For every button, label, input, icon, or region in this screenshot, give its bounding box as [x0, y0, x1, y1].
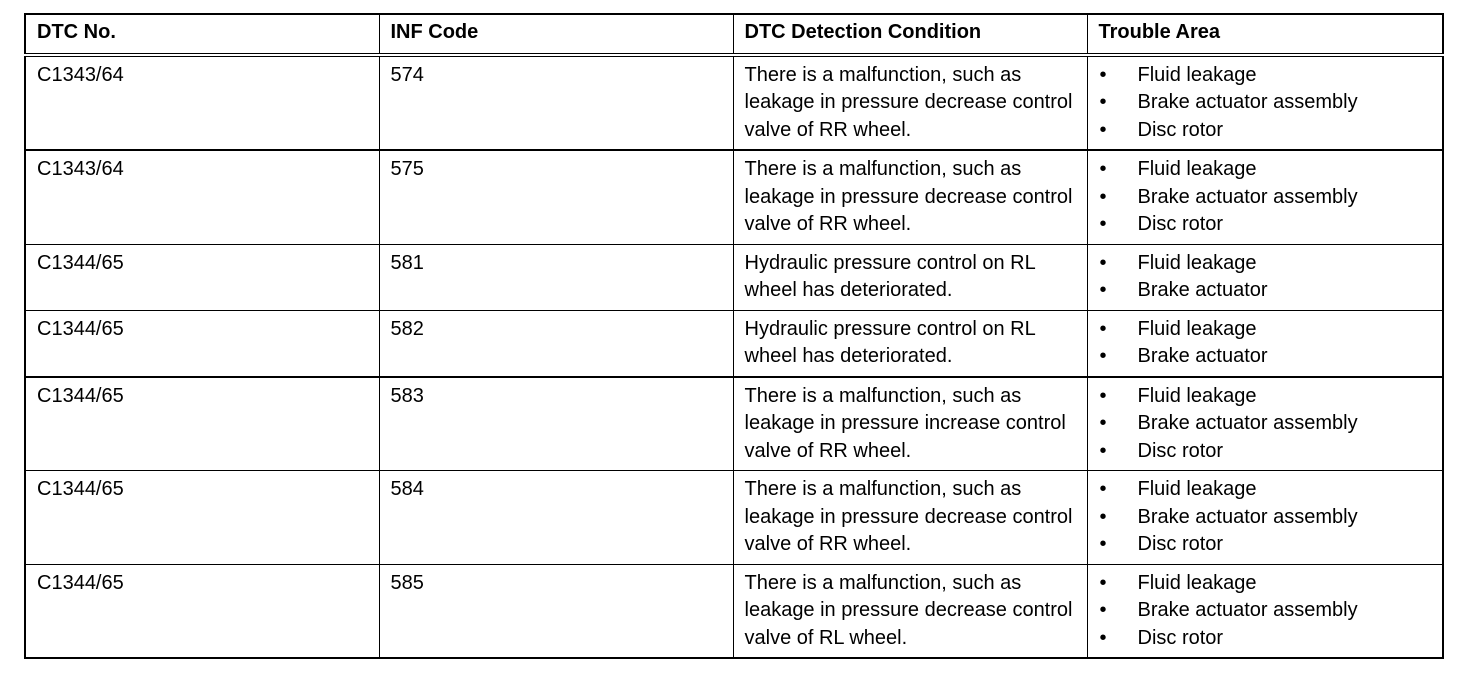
trouble-area-item: Disc rotor: [1137, 626, 1224, 649]
table-header: [25, 14, 1443, 55]
list-item: [1099, 156, 1433, 184]
inf-code-cell: [379, 244, 733, 310]
trouble-area-list: [1099, 383, 1433, 466]
dtc-number-cell: [25, 244, 379, 310]
trouble-area-list: [1099, 476, 1433, 559]
list-item: [1099, 277, 1433, 305]
inf-code: 584: [390, 478, 424, 500]
bullet-icon: •: [1099, 626, 1107, 649]
trouble-area-list: [1099, 250, 1433, 305]
detection-condition-cell: [733, 564, 1087, 658]
inf-code-cell: [379, 471, 733, 565]
table-row: [25, 471, 1443, 565]
trouble-area-item: Brake actuator assembly: [1137, 91, 1358, 113]
dtc-number-cell: [25, 471, 379, 565]
inf-code: 585: [390, 571, 424, 594]
dtc-number: C1344/65: [37, 384, 124, 407]
detection-condition: There is a malfunction, such as leakage in pressure decrease control valve of RL wheel.: [744, 571, 1073, 649]
bullet-icon: •: [1099, 599, 1107, 621]
table-row: [25, 310, 1443, 377]
detection-condition-cell: [733, 377, 1087, 471]
dtc-number: C1344/65: [37, 317, 124, 340]
trouble-area-item: Brake actuator: [1137, 345, 1268, 367]
bullet-icon: •: [1099, 213, 1107, 235]
trouble-area-item: Brake actuator: [1137, 279, 1268, 301]
bullet-icon: •: [1099, 478, 1107, 500]
trouble-area-item: Fluid leakage: [1137, 251, 1257, 274]
list-item: [1099, 531, 1433, 559]
list-item: [1099, 625, 1433, 653]
trouble-area-cell: [1087, 310, 1443, 377]
dtc-number-cell: [25, 310, 379, 377]
table-body: [25, 55, 1443, 659]
detection-condition-cell: [733, 244, 1087, 310]
trouble-area-cell: [1087, 471, 1443, 565]
inf-code: 575: [390, 158, 424, 180]
table-row: [25, 564, 1443, 658]
inf-code-cell: [379, 310, 733, 377]
bullet-icon: •: [1099, 251, 1107, 274]
detection-condition: There is a malfunction, such as leakage in pressure decrease control valve of RR wheel.: [744, 63, 1073, 141]
list-item: [1099, 211, 1433, 239]
list-item: [1099, 316, 1433, 344]
inf-code: 581: [390, 251, 424, 274]
bullet-icon: •: [1099, 63, 1107, 86]
inf-code: 582: [390, 317, 424, 340]
detection-condition: There is a malfunction, such as leakage in pressure decrease control valve of RR wheel.: [744, 158, 1073, 235]
trouble-area-item: Disc rotor: [1137, 118, 1224, 141]
trouble-area-item: Brake actuator assembly: [1137, 505, 1358, 528]
bullet-icon: •: [1099, 571, 1107, 594]
detection-condition: Hydraulic pressure control on RL wheel has deteriorated.: [744, 317, 1035, 367]
bullet-icon: •: [1099, 279, 1107, 301]
header-row: [25, 14, 1443, 55]
bullet-icon: •: [1099, 384, 1107, 407]
trouble-area-cell: [1087, 377, 1443, 471]
list-item: [1099, 343, 1433, 371]
inf-code-cell: [379, 55, 733, 151]
detection-condition: There is a malfunction, such as leakage in pressure decrease control valve of RR wheel.: [744, 478, 1073, 555]
trouble-area-cell: [1087, 564, 1443, 658]
trouble-area-item: Disc rotor: [1137, 439, 1224, 462]
list-item: [1099, 438, 1433, 466]
inf-code-cell: [379, 564, 733, 658]
list-item: [1099, 383, 1433, 411]
bullet-icon: •: [1099, 118, 1107, 141]
list-item: [1099, 570, 1433, 598]
table-row: [25, 55, 1443, 151]
table-row: [25, 244, 1443, 310]
bullet-icon: •: [1099, 412, 1107, 434]
list-item: [1099, 597, 1433, 625]
list-item: [1099, 504, 1433, 532]
dtc-number-cell: [25, 150, 379, 244]
trouble-area-item: Fluid leakage: [1137, 317, 1257, 340]
inf-code-cell: [379, 377, 733, 471]
dtc-number-cell: [25, 564, 379, 658]
trouble-area-item: Brake actuator assembly: [1137, 412, 1358, 434]
bullet-icon: •: [1099, 345, 1107, 367]
bullet-icon: •: [1099, 505, 1107, 528]
dtc-number-cell: [25, 377, 379, 471]
table-row: [25, 377, 1443, 471]
dtc-number-cell: [25, 55, 379, 151]
bullet-icon: •: [1099, 185, 1107, 208]
list-item: [1099, 250, 1433, 278]
trouble-area-item: Disc rotor: [1137, 213, 1224, 235]
bullet-icon: •: [1099, 317, 1107, 340]
dtc-number: C1344/65: [37, 571, 124, 594]
detection-condition: Hydraulic pressure control on RL wheel has deteriorated.: [744, 251, 1035, 301]
detection-condition-cell: [733, 150, 1087, 244]
inf-code-cell: [379, 150, 733, 244]
detection-condition-cell: [733, 471, 1087, 565]
dtc-table: [24, 13, 1444, 659]
list-item: [1099, 184, 1433, 212]
trouble-area-item: Brake actuator assembly: [1137, 599, 1358, 621]
list-item: [1099, 410, 1433, 438]
inf-code: 574: [390, 63, 424, 86]
list-item: [1099, 89, 1433, 117]
trouble-area-item: Fluid leakage: [1137, 158, 1257, 180]
trouble-area-item: Fluid leakage: [1137, 571, 1257, 594]
trouble-area-item: Fluid leakage: [1137, 384, 1257, 407]
dtc-number: C1343/64: [37, 63, 124, 86]
dtc-number: C1343/64: [37, 158, 124, 180]
trouble-area-item: Disc rotor: [1137, 533, 1224, 555]
trouble-area-list: [1099, 62, 1433, 145]
detection-condition-cell: [733, 310, 1087, 377]
bullet-icon: •: [1099, 533, 1107, 555]
trouble-area-cell: [1087, 55, 1443, 151]
trouble-area-item: Brake actuator assembly: [1137, 185, 1358, 208]
table-row: [25, 150, 1443, 244]
trouble-area-cell: [1087, 150, 1443, 244]
trouble-area-item: Fluid leakage: [1137, 478, 1257, 500]
inf-code: 583: [390, 384, 424, 407]
trouble-area-list: [1099, 156, 1433, 239]
header-detection-condition: DTC Detection Condition: [733, 14, 1087, 55]
detection-condition: There is a malfunction, such as leakage in pressure increase control valve of RR wheel.: [744, 384, 1066, 462]
list-item: [1099, 476, 1433, 504]
trouble-area-list: [1099, 570, 1433, 653]
header-inf-code: INF Code: [379, 14, 733, 55]
bullet-icon: •: [1099, 91, 1107, 113]
dtc-number: C1344/65: [37, 251, 124, 274]
dtc-number: C1344/65: [37, 478, 124, 500]
trouble-area-cell: [1087, 244, 1443, 310]
detection-condition-cell: [733, 55, 1087, 151]
bullet-icon: •: [1099, 439, 1107, 462]
list-item: [1099, 117, 1433, 145]
header-dtc-no: DTC No.: [25, 14, 379, 55]
bullet-icon: •: [1099, 158, 1107, 180]
trouble-area-list: [1099, 316, 1433, 371]
list-item: [1099, 62, 1433, 90]
trouble-area-item: Fluid leakage: [1137, 63, 1257, 86]
header-trouble-area: Trouble Area: [1087, 14, 1443, 55]
